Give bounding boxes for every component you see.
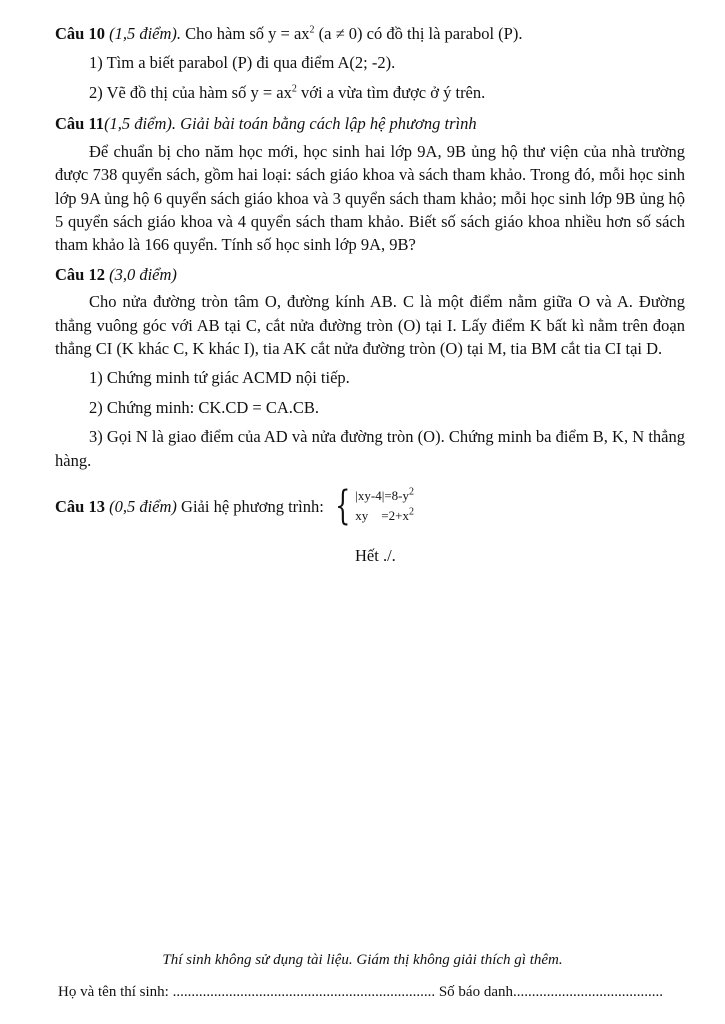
question-13-points: (0,5 điểm) — [109, 496, 177, 516]
question-10-part-1: 1) Tìm a biết parabol (P) đi qua điểm A(2; -2). — [89, 53, 396, 73]
part-2-formula — [250, 83, 296, 102]
question-10-stem-a: Cho hàm số — [185, 24, 265, 43]
question-11-label: Câu 11 — [55, 114, 105, 134]
equation-1-text: |xy-4|=8-y — [355, 488, 409, 504]
question-12-body: Cho nửa đường tròn tâm O, đường kính AB. C là một điểm nằm giữa O và A. Đường thẳng vuông góc với AB tại C, cắt nửa đường tròn (O) tại I. Lấy điểm K bất kì nằm trên đoạn thẳng CI (K khác C, K khác I), tia AK cắt nửa đường tròn (O) tại M, tia BM cắt tia CI tại D. — [55, 292, 685, 359]
equation-2 — [355, 506, 414, 526]
formula-text: y = ax — [268, 24, 310, 43]
footer-note: Thí sinh không sử dụng tài liệu. Giám thị không giải thích gì thêm. — [162, 952, 563, 968]
name-label: Họ và tên thí sinh: — [58, 984, 169, 1000]
question-10-condition: (a ≠ 0) — [318, 24, 363, 43]
question-10 — [55, 22, 685, 45]
question-12-part-3: 3) Gọi N là giao điểm của AD và nửa đường tròn (O). Chứng minh ba điểm B, K, N thẳng hàng. — [55, 427, 685, 470]
question-13-label: Câu 13 — [55, 496, 105, 516]
formula-exponent: 2 — [291, 83, 297, 95]
question-12-points: (3,0 điểm) — [109, 264, 177, 284]
question-13-stem: Giải hệ phương trình: — [181, 496, 324, 516]
question-11 — [55, 112, 685, 135]
question-12-label: Câu 12 — [55, 264, 105, 284]
equation-2-text: xy =2+x — [355, 508, 409, 524]
name-dots: ...................................................................... — [172, 984, 436, 1000]
question-11-body: Để chuẩn bị cho năm học mới, học sinh hai lớp 9A, 9B ủng hộ thư viện của nhà trường được 738 quyển sách, gồm hai loại: sách giáo khoa và sách tham khảo. Trong đó, mỗi học sinh lớp 9A ủng hộ 6 quyển sách giáo khoa và 3 quyển sách tham khảo; mỗi học sinh lớp 9B ủng hộ 5 quyển sách giáo khoa và 4 quyển sách tham khảo. Biết số sách giáo khoa nhiều hơn số sách tham khảo là 166 quyển. Tính số học sinh lớp 9A, 9B? — [55, 141, 685, 255]
question-12 — [55, 263, 685, 286]
footer-candidate-line — [58, 982, 663, 1003]
question-10-points: (1,5 điểm). — [109, 24, 182, 43]
part-2-text-a: 2) Vẽ đồ thị của hàm số — [89, 82, 247, 102]
question-10-stem-b: có đồ thị là parabol (P). — [366, 24, 523, 43]
question-12-part-2: 2) Chứng minh: CK.CD = CA.CB. — [89, 397, 320, 417]
equation-2-exponent: 2 — [408, 506, 414, 518]
question-13 — [55, 483, 685, 530]
id-label: Số báo danh — [438, 984, 513, 1000]
brace-symbol: { — [334, 483, 351, 530]
part-2-text-b: với a vừa tìm được ở ý trên. — [300, 82, 486, 102]
equation-1-exponent: 2 — [408, 486, 414, 498]
end-marker: Hết ./. — [355, 546, 396, 566]
question-10-formula — [268, 24, 314, 43]
equation-1 — [355, 486, 414, 506]
formula-exponent: 2 — [309, 24, 315, 36]
question-11-title: (1,5 điểm). Giải bài toán bằng cách lập hệ phương trình — [104, 114, 477, 134]
question-10-label: Câu 10 — [55, 24, 105, 43]
id-dots: ........................................ — [513, 984, 663, 1000]
formula-text: y = ax — [250, 82, 292, 102]
question-10-part-2 — [55, 81, 685, 104]
equation-system — [330, 483, 414, 530]
question-12-part-1: 1) Chứng minh tứ giác ACMD nội tiếp. — [89, 368, 350, 388]
